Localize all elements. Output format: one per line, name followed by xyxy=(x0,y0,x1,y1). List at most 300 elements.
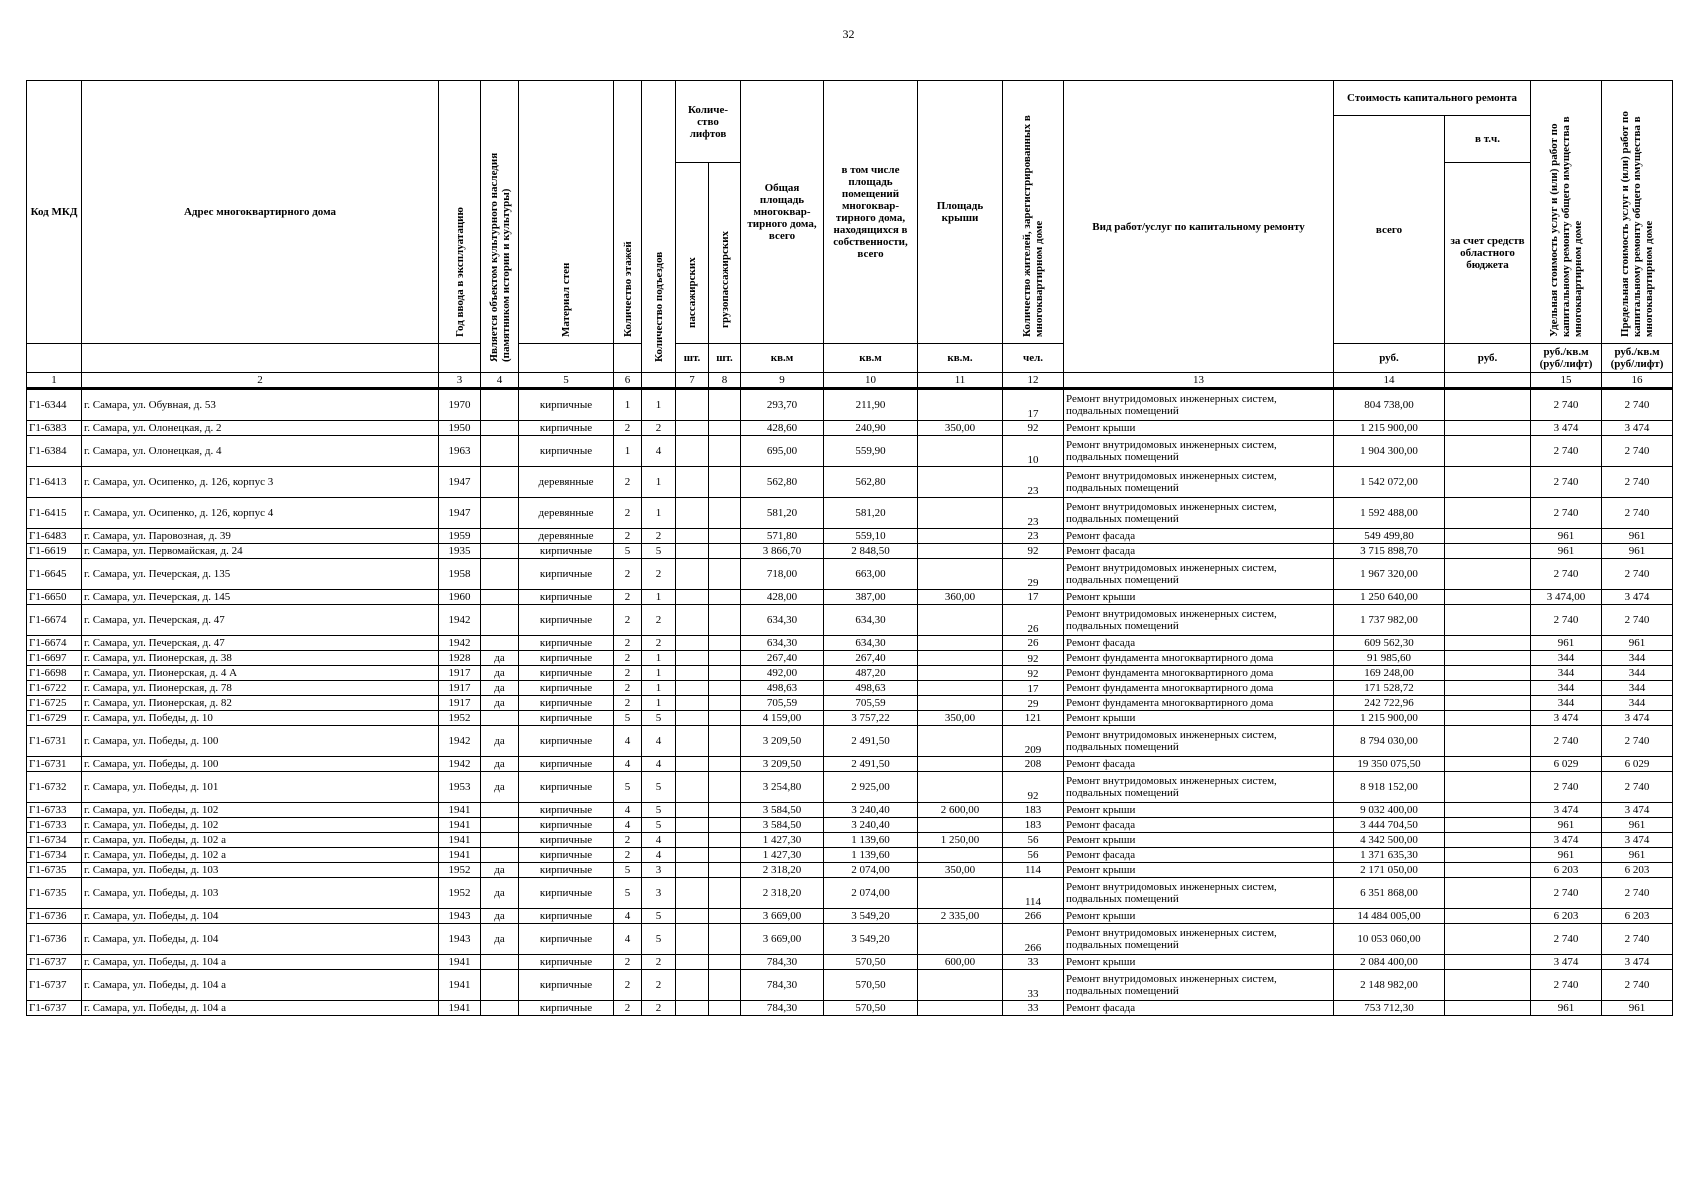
table-row xyxy=(27,436,1673,467)
cell-owned-area: 570,50 xyxy=(824,970,918,1001)
cell-cost-regional xyxy=(1445,389,1531,421)
cell-owned-area: 240,90 xyxy=(824,421,918,436)
cell-max-cost: 961 xyxy=(1602,544,1673,559)
cell-floors: 4 xyxy=(614,924,642,955)
cell-max-cost: 2 740 xyxy=(1602,924,1673,955)
cell-code: Г1-6619 xyxy=(27,544,82,559)
cell-max-cost: 3 474 xyxy=(1602,421,1673,436)
cell-max-cost: 344 xyxy=(1602,696,1673,711)
cell-walls: кирпичные xyxy=(519,590,614,605)
cell-max-cost: 3 474 xyxy=(1602,590,1673,605)
unit-lifts-pass: шт. xyxy=(676,344,709,373)
cell-code: Г1-6736 xyxy=(27,924,82,955)
cell-heritage: да xyxy=(481,772,519,803)
table-row xyxy=(27,970,1673,1001)
cell-walls: кирпичные xyxy=(519,757,614,772)
cell-lifts-cargo xyxy=(709,878,741,909)
cell-unit-cost: 2 740 xyxy=(1531,726,1602,757)
cell-cost: 9 032 400,00 xyxy=(1334,803,1445,818)
table-row xyxy=(27,696,1673,711)
cell-cost: 10 053 060,00 xyxy=(1334,924,1445,955)
cell-max-cost: 6 029 xyxy=(1602,757,1673,772)
table-row xyxy=(27,848,1673,863)
cell-residents: 183 xyxy=(1003,818,1064,833)
column-number: 8 xyxy=(709,373,741,389)
cell-roof-area xyxy=(918,498,1003,529)
cell-lifts-cargo xyxy=(709,681,741,696)
cell-lifts-cargo xyxy=(709,498,741,529)
cell-work: Ремонт фасада xyxy=(1064,848,1334,863)
cell-residents: 183 xyxy=(1003,803,1064,818)
cell-total-area: 571,80 xyxy=(741,529,824,544)
cell-max-cost: 2 740 xyxy=(1602,498,1673,529)
cell-cost: 171 528,72 xyxy=(1334,681,1445,696)
table-row xyxy=(27,924,1673,955)
cell-year: 1960 xyxy=(439,590,481,605)
cell-owned-area: 570,50 xyxy=(824,1001,918,1016)
cell-owned-area: 634,30 xyxy=(824,605,918,636)
header-unit-cost: Удельная стоимость услуг и (или) работ по капитальному ремонту общего имущества в многоквартирном доме xyxy=(1531,81,1602,344)
table-row xyxy=(27,803,1673,818)
cell-year: 1970 xyxy=(439,389,481,421)
table-row xyxy=(27,651,1673,666)
cell-floors: 4 xyxy=(614,726,642,757)
cell-roof-area: 600,00 xyxy=(918,955,1003,970)
cell-roof-area xyxy=(918,559,1003,590)
cell-year: 1963 xyxy=(439,436,481,467)
cell-floors: 4 xyxy=(614,803,642,818)
cell-code: Г1-6697 xyxy=(27,651,82,666)
cell-max-cost: 344 xyxy=(1602,681,1673,696)
cell-floors: 5 xyxy=(614,711,642,726)
cell-max-cost: 2 740 xyxy=(1602,970,1673,1001)
cell-lifts-pass xyxy=(676,389,709,421)
table-row xyxy=(27,1001,1673,1016)
cell-address: г. Самара, ул. Обувная, д. 53 xyxy=(82,389,439,421)
cell-lifts-cargo xyxy=(709,863,741,878)
cell-owned-area: 267,40 xyxy=(824,651,918,666)
cell-entrances: 1 xyxy=(642,590,676,605)
cell-cost-regional xyxy=(1445,436,1531,467)
cell-unit-cost: 344 xyxy=(1531,666,1602,681)
cell-roof-area xyxy=(918,696,1003,711)
cell-heritage xyxy=(481,544,519,559)
cell-roof-area xyxy=(918,848,1003,863)
cell-work: Ремонт внутридомовых инженерных систем, подвальных помещений xyxy=(1064,498,1334,529)
cell-walls: кирпичные xyxy=(519,955,614,970)
cell-lifts-pass xyxy=(676,696,709,711)
cell-walls: кирпичные xyxy=(519,605,614,636)
cell-heritage xyxy=(481,955,519,970)
cell-roof-area xyxy=(918,757,1003,772)
cell-floors: 4 xyxy=(614,757,642,772)
cell-year: 1917 xyxy=(439,666,481,681)
cell-unit-cost: 961 xyxy=(1531,636,1602,651)
cell-max-cost: 2 740 xyxy=(1602,726,1673,757)
cell-floors: 2 xyxy=(614,529,642,544)
header-lifts: Количе-ство лифтов xyxy=(676,81,741,163)
cell-lifts-pass xyxy=(676,467,709,498)
cell-roof-area xyxy=(918,651,1003,666)
cell-lifts-cargo xyxy=(709,726,741,757)
unit-owned-area: кв.м xyxy=(824,344,918,373)
cell-code: Г1-6344 xyxy=(27,389,82,421)
header-residents: Количество жителей, зарегистрированных в многоквартирном доме xyxy=(1003,81,1064,344)
cell-lifts-pass xyxy=(676,863,709,878)
cell-work: Ремонт крыши xyxy=(1064,421,1334,436)
cell-total-area: 4 159,00 xyxy=(741,711,824,726)
cell-roof-area xyxy=(918,818,1003,833)
table-row xyxy=(27,833,1673,848)
cell-residents: 33 xyxy=(1003,970,1064,1001)
cell-max-cost: 961 xyxy=(1602,818,1673,833)
cell-owned-area: 3 549,20 xyxy=(824,924,918,955)
cell-entrances: 2 xyxy=(642,529,676,544)
cell-code: Г1-6734 xyxy=(27,848,82,863)
cell-cost-regional xyxy=(1445,848,1531,863)
cell-year: 1942 xyxy=(439,636,481,651)
column-number: 3 xyxy=(439,373,481,389)
cell-residents: 114 xyxy=(1003,863,1064,878)
cell-heritage xyxy=(481,833,519,848)
cell-total-area: 784,30 xyxy=(741,955,824,970)
cell-address: г. Самара, ул. Пионерская, д. 4 А xyxy=(82,666,439,681)
cell-entrances: 5 xyxy=(642,544,676,559)
cell-unit-cost: 3 474 xyxy=(1531,955,1602,970)
cell-residents: 29 xyxy=(1003,559,1064,590)
unit-max-cost: руб./кв.м (руб/лифт) xyxy=(1602,344,1673,373)
cell-lifts-pass xyxy=(676,970,709,1001)
cell-cost: 14 484 005,00 xyxy=(1334,909,1445,924)
cell-year: 1943 xyxy=(439,924,481,955)
cell-cost-regional xyxy=(1445,924,1531,955)
table-row xyxy=(27,529,1673,544)
header-owned-area: в том числе площадь помещений многоквар-тирного дома, находящихся в собственности, всего xyxy=(824,81,918,344)
column-number: 14 xyxy=(1334,373,1445,389)
cell-heritage: да xyxy=(481,696,519,711)
cell-heritage xyxy=(481,467,519,498)
cell-cost: 3 444 704,50 xyxy=(1334,818,1445,833)
capital-repair-table xyxy=(26,80,1673,1016)
header-lifts-cargo: грузопассажирских xyxy=(709,163,741,344)
cell-work: Ремонт внутридомовых инженерных систем, подвальных помещений xyxy=(1064,878,1334,909)
cell-unit-cost: 2 740 xyxy=(1531,878,1602,909)
cell-walls: кирпичные xyxy=(519,726,614,757)
cell-work: Ремонт внутридомовых инженерных систем, подвальных помещений xyxy=(1064,559,1334,590)
cell-floors: 2 xyxy=(614,590,642,605)
cell-max-cost: 2 740 xyxy=(1602,389,1673,421)
cell-owned-area: 211,90 xyxy=(824,389,918,421)
cell-max-cost: 6 203 xyxy=(1602,863,1673,878)
cell-total-area: 705,59 xyxy=(741,696,824,711)
cell-lifts-pass xyxy=(676,605,709,636)
cell-unit-cost: 2 740 xyxy=(1531,924,1602,955)
cell-lifts-pass xyxy=(676,559,709,590)
cell-total-area: 718,00 xyxy=(741,559,824,590)
unit-unit-cost: руб./кв.м (руб/лифт) xyxy=(1531,344,1602,373)
cell-heritage: да xyxy=(481,681,519,696)
cell-code: Г1-6698 xyxy=(27,666,82,681)
cell-lifts-cargo xyxy=(709,909,741,924)
cell-cost: 4 342 500,00 xyxy=(1334,833,1445,848)
cell-cost: 1 592 488,00 xyxy=(1334,498,1445,529)
cell-residents: 121 xyxy=(1003,711,1064,726)
cell-walls: кирпичные xyxy=(519,924,614,955)
cell-owned-area: 2 074,00 xyxy=(824,863,918,878)
cell-work: Ремонт крыши xyxy=(1064,833,1334,848)
cell-owned-area: 3 240,40 xyxy=(824,818,918,833)
cell-walls: кирпичные xyxy=(519,666,614,681)
cell-cost: 1 250 640,00 xyxy=(1334,590,1445,605)
column-number xyxy=(642,373,676,389)
cell-cost-regional xyxy=(1445,863,1531,878)
cell-heritage: да xyxy=(481,878,519,909)
cell-year: 1958 xyxy=(439,559,481,590)
cell-unit-cost: 2 740 xyxy=(1531,605,1602,636)
cell-entrances: 3 xyxy=(642,878,676,909)
cell-work: Ремонт внутридомовых инженерных систем, подвальных помещений xyxy=(1064,970,1334,1001)
cell-year: 1941 xyxy=(439,833,481,848)
cell-residents: 92 xyxy=(1003,651,1064,666)
cell-residents: 33 xyxy=(1003,1001,1064,1016)
cell-max-cost: 2 740 xyxy=(1602,467,1673,498)
cell-year: 1941 xyxy=(439,955,481,970)
cell-residents: 26 xyxy=(1003,605,1064,636)
cell-lifts-pass xyxy=(676,878,709,909)
cell-roof-area xyxy=(918,1001,1003,1016)
cell-roof-area: 1 250,00 xyxy=(918,833,1003,848)
cell-code: Г1-6650 xyxy=(27,590,82,605)
cell-roof-area: 350,00 xyxy=(918,711,1003,726)
cell-cost: 753 712,30 xyxy=(1334,1001,1445,1016)
cell-walls: кирпичные xyxy=(519,803,614,818)
cell-code: Г1-6735 xyxy=(27,863,82,878)
cell-owned-area: 487,20 xyxy=(824,666,918,681)
cell-work: Ремонт крыши xyxy=(1064,955,1334,970)
cell-cost: 1 967 320,00 xyxy=(1334,559,1445,590)
cell-lifts-cargo xyxy=(709,421,741,436)
cell-cost-regional xyxy=(1445,590,1531,605)
cell-walls: кирпичные xyxy=(519,651,614,666)
cell-max-cost: 6 203 xyxy=(1602,909,1673,924)
cell-owned-area: 2 074,00 xyxy=(824,878,918,909)
cell-lifts-pass xyxy=(676,848,709,863)
header-work-type: Вид работ/услуг по капитальному ремонту xyxy=(1064,81,1334,373)
cell-walls: кирпичные xyxy=(519,863,614,878)
cell-lifts-cargo xyxy=(709,833,741,848)
cell-cost-regional xyxy=(1445,529,1531,544)
cell-roof-area xyxy=(918,529,1003,544)
cell-cost-regional xyxy=(1445,651,1531,666)
cell-lifts-pass xyxy=(676,498,709,529)
cell-heritage xyxy=(481,848,519,863)
cell-cost: 804 738,00 xyxy=(1334,389,1445,421)
cell-year: 1950 xyxy=(439,421,481,436)
cell-entrances: 2 xyxy=(642,636,676,651)
unit-cost-regional: руб. xyxy=(1445,344,1531,373)
column-number: 5 xyxy=(519,373,614,389)
cell-unit-cost: 2 740 xyxy=(1531,559,1602,590)
cell-heritage: да xyxy=(481,909,519,924)
cell-entrances: 1 xyxy=(642,681,676,696)
cell-unit-cost: 6 029 xyxy=(1531,757,1602,772)
cell-year: 1917 xyxy=(439,681,481,696)
table-row xyxy=(27,878,1673,909)
cell-heritage xyxy=(481,436,519,467)
table-row xyxy=(27,389,1673,421)
cell-year: 1943 xyxy=(439,909,481,924)
cell-roof-area xyxy=(918,605,1003,636)
cell-cost: 1 904 300,00 xyxy=(1334,436,1445,467)
cell-cost-regional xyxy=(1445,803,1531,818)
cell-cost: 3 715 898,70 xyxy=(1334,544,1445,559)
cell-residents: 17 xyxy=(1003,389,1064,421)
cell-total-area: 634,30 xyxy=(741,605,824,636)
cell-total-area: 3 669,00 xyxy=(741,924,824,955)
cell-year: 1942 xyxy=(439,757,481,772)
cell-address: г. Самара, ул. Победы, д. 104 xyxy=(82,924,439,955)
cell-lifts-cargo xyxy=(709,711,741,726)
cell-heritage xyxy=(481,529,519,544)
cell-lifts-cargo xyxy=(709,803,741,818)
cell-lifts-pass xyxy=(676,833,709,848)
cell-code: Г1-6645 xyxy=(27,559,82,590)
cell-unit-cost: 961 xyxy=(1531,529,1602,544)
cell-work: Ремонт внутридомовых инженерных систем, подвальных помещений xyxy=(1064,389,1334,421)
cell-walls: кирпичные xyxy=(519,711,614,726)
cell-lifts-pass xyxy=(676,590,709,605)
cell-code: Г1-6731 xyxy=(27,726,82,757)
cell-heritage xyxy=(481,711,519,726)
cell-address: г. Самара, ул. Победы, д. 102 а xyxy=(82,833,439,848)
cell-floors: 2 xyxy=(614,696,642,711)
cell-lifts-pass xyxy=(676,909,709,924)
cell-total-area: 3 584,50 xyxy=(741,803,824,818)
cell-lifts-pass xyxy=(676,772,709,803)
cell-entrances: 1 xyxy=(642,389,676,421)
table-row xyxy=(27,863,1673,878)
cell-residents: 56 xyxy=(1003,833,1064,848)
header-walls: Материал стен xyxy=(519,81,614,344)
cell-code: Г1-6725 xyxy=(27,696,82,711)
cell-year: 1928 xyxy=(439,651,481,666)
cell-lifts-cargo xyxy=(709,666,741,681)
cell-total-area: 1 427,30 xyxy=(741,833,824,848)
cell-roof-area: 350,00 xyxy=(918,421,1003,436)
cell-work: Ремонт внутридомовых инженерных систем, подвальных помещений xyxy=(1064,772,1334,803)
header-cost-regional: за счет средств областного бюджета xyxy=(1445,163,1531,344)
unit-residents: чел. xyxy=(1003,344,1064,373)
cell-address: г. Самара, ул. Победы, д. 102 а xyxy=(82,848,439,863)
cell-entrances: 1 xyxy=(642,651,676,666)
cell-heritage xyxy=(481,389,519,421)
cell-residents: 56 xyxy=(1003,848,1064,863)
cell-unit-cost: 344 xyxy=(1531,681,1602,696)
cell-cost: 1 737 982,00 xyxy=(1334,605,1445,636)
cell-cost-regional xyxy=(1445,757,1531,772)
cell-address: г. Самара, ул. Печерская, д. 145 xyxy=(82,590,439,605)
cell-work: Ремонт крыши xyxy=(1064,863,1334,878)
cell-lifts-cargo xyxy=(709,636,741,651)
table-row xyxy=(27,605,1673,636)
cell-cost-regional xyxy=(1445,467,1531,498)
cell-code: Г1-6415 xyxy=(27,498,82,529)
cell-total-area: 3 669,00 xyxy=(741,909,824,924)
cell-year: 1942 xyxy=(439,726,481,757)
cell-lifts-pass xyxy=(676,681,709,696)
cell-lifts-pass xyxy=(676,421,709,436)
cell-floors: 2 xyxy=(614,666,642,681)
cell-lifts-cargo xyxy=(709,955,741,970)
cell-address: г. Самара, ул. Победы, д. 100 xyxy=(82,726,439,757)
cell-entrances: 1 xyxy=(642,498,676,529)
cell-floors: 2 xyxy=(614,848,642,863)
cell-entrances: 1 xyxy=(642,696,676,711)
cell-unit-cost: 961 xyxy=(1531,1001,1602,1016)
cell-entrances: 4 xyxy=(642,757,676,772)
cell-year: 1941 xyxy=(439,1001,481,1016)
cell-entrances: 2 xyxy=(642,605,676,636)
cell-address: г. Самара, ул. Победы, д. 104 xyxy=(82,909,439,924)
cell-lifts-cargo xyxy=(709,389,741,421)
cell-owned-area: 634,30 xyxy=(824,636,918,651)
cell-walls: кирпичные xyxy=(519,1001,614,1016)
cell-walls: кирпичные xyxy=(519,436,614,467)
cell-address: г. Самара, ул. Первомайская, д. 24 xyxy=(82,544,439,559)
cell-work: Ремонт фундамента многоквартирного дома xyxy=(1064,696,1334,711)
column-numbers-row xyxy=(27,373,1673,389)
cell-residents: 209 xyxy=(1003,726,1064,757)
cell-heritage xyxy=(481,605,519,636)
cell-address: г. Самара, ул. Печерская, д. 135 xyxy=(82,559,439,590)
cell-unit-cost: 2 740 xyxy=(1531,772,1602,803)
cell-residents: 23 xyxy=(1003,467,1064,498)
cell-address: г. Самара, ул. Победы, д. 104 а xyxy=(82,970,439,1001)
cell-floors: 2 xyxy=(614,636,642,651)
cell-floors: 2 xyxy=(614,681,642,696)
cell-address: г. Самара, ул. Олонецкая, д. 2 xyxy=(82,421,439,436)
cell-floors: 2 xyxy=(614,833,642,848)
cell-unit-cost: 3 474 xyxy=(1531,803,1602,818)
cell-total-area: 293,70 xyxy=(741,389,824,421)
cell-entrances: 5 xyxy=(642,711,676,726)
cell-address: г. Самара, ул. Пионерская, д. 82 xyxy=(82,696,439,711)
cell-work: Ремонт фасада xyxy=(1064,636,1334,651)
column-number: 15 xyxy=(1531,373,1602,389)
cell-walls: деревянные xyxy=(519,529,614,544)
cell-code: Г1-6729 xyxy=(27,711,82,726)
cell-floors: 5 xyxy=(614,863,642,878)
table-body xyxy=(27,389,1673,1016)
cell-cost: 169 248,00 xyxy=(1334,666,1445,681)
cell-owned-area: 1 139,60 xyxy=(824,848,918,863)
cell-roof-area: 2 600,00 xyxy=(918,803,1003,818)
cell-floors: 2 xyxy=(614,421,642,436)
cell-unit-cost: 2 740 xyxy=(1531,498,1602,529)
cell-entrances: 5 xyxy=(642,772,676,803)
cell-entrances: 2 xyxy=(642,1001,676,1016)
cell-heritage xyxy=(481,590,519,605)
cell-total-area: 3 209,50 xyxy=(741,726,824,757)
column-number: 2 xyxy=(82,373,439,389)
cell-heritage xyxy=(481,498,519,529)
cell-year: 1953 xyxy=(439,772,481,803)
cell-year: 1952 xyxy=(439,863,481,878)
cell-total-area: 784,30 xyxy=(741,970,824,1001)
cell-entrances: 4 xyxy=(642,848,676,863)
cell-unit-cost: 3 474,00 xyxy=(1531,590,1602,605)
cell-code: Г1-6731 xyxy=(27,757,82,772)
